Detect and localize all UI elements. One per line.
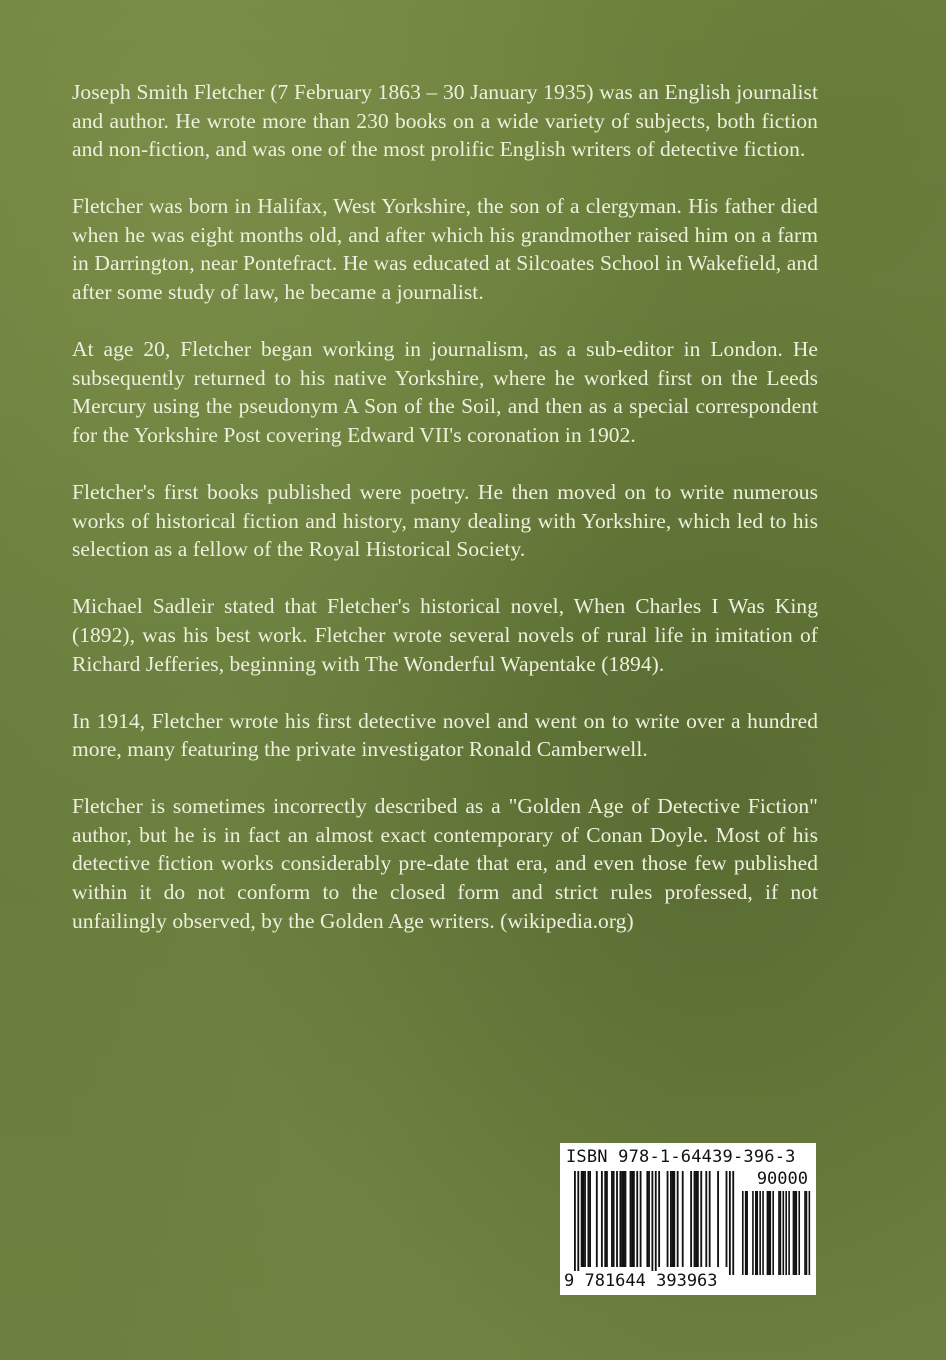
barcode-bar <box>636 1171 638 1267</box>
barcode-addon-bar <box>772 1191 774 1275</box>
barcode-bar <box>631 1171 633 1267</box>
barcode-addon-bar <box>783 1191 785 1275</box>
author-biography <box>72 78 818 964</box>
barcode-addon-bar <box>769 1191 771 1275</box>
barcode-addon-bar <box>768 1191 770 1275</box>
barcode-bar <box>672 1171 674 1267</box>
barcode-bar <box>611 1171 613 1267</box>
barcode-addon-bar <box>806 1191 808 1275</box>
barcode-bar <box>633 1171 635 1267</box>
isbn-barcode <box>560 1143 816 1295</box>
barcode-addon-bar <box>778 1191 780 1275</box>
barcode-addon-bar <box>767 1191 769 1275</box>
barcode-bar <box>682 1171 684 1267</box>
barcode-addon-bar <box>762 1191 764 1275</box>
bio-paragraph: Joseph Smith Fletcher (7 February 1863 – 30 January 1935) was an English journalist and author. He wrote more than 230 books on a wide variety of subjects, both fiction and non-fiction, and was one of the most prolific English writers of detective fiction. <box>72 80 818 162</box>
bio-paragraph: In 1914, Fletcher wrote his first detective novel and went on to write over a hundred more, many featuring the private investigator Ronald Camberwell. <box>72 708 818 762</box>
barcode-addon-bar <box>745 1191 747 1275</box>
barcode-bar <box>589 1171 591 1267</box>
barcode-addon-bar <box>796 1191 798 1275</box>
barcode-addon-bar <box>780 1191 782 1275</box>
barcode-bar <box>646 1171 648 1267</box>
barcode-bar <box>616 1171 618 1267</box>
barcode-bar <box>726 1171 728 1267</box>
bio-paragraph: Fletcher was born in Halifax, West Yorkshire, the son of a clergyman. His father died when he was eight months old, and after which his grandmother raised him on a farm in Darrington, near Pontefract. He was educated at Silcoates School in Wakefield, and after some study of law, he became a journalist. <box>72 194 818 305</box>
barcode-addon-bar <box>756 1191 758 1275</box>
price-code: 90000 <box>756 1169 808 1189</box>
barcode-bar <box>574 1171 576 1275</box>
barcode-bar <box>732 1171 734 1275</box>
barcode-bar <box>640 1171 642 1267</box>
barcode-bar <box>619 1171 621 1267</box>
barcode-bar <box>577 1171 579 1275</box>
barcode-bar <box>606 1171 608 1267</box>
barcode-bar <box>694 1171 696 1267</box>
bio-paragraph: Michael Sadleir stated that Fletcher's historical novel, When Charles I Was King (1892), was his best work. Fletcher wrote several novels of rural life in imitation of Richard Jefferies, beginning with The Wonderful Wapentake (1894). <box>72 594 818 676</box>
barcode-bar <box>587 1171 589 1267</box>
ean-digits: 9 781644 393963 <box>564 1271 718 1291</box>
bio-paragraph: Fletcher is sometimes incorrectly described as a "Golden Age of Detective Fiction" author, but he is in fact an almost exact contemporary of Conan Doyle. Most of his detective fiction works considerably pre-date that era, and even those few published within it do not conform to the closed form and strict rules professed, if not unfailingly observed, by the Golden Age writers. (wikipedia.org) <box>72 794 818 933</box>
barcode-bar <box>700 1171 702 1267</box>
barcode-addon-bar <box>793 1191 795 1275</box>
barcode-bar <box>705 1171 707 1267</box>
barcode-bar <box>658 1171 660 1267</box>
barcode-bar <box>584 1171 586 1267</box>
barcode-addon-bar <box>804 1191 806 1275</box>
bio-paragraph: At age 20, Fletcher began working in journalism, as a sub-editor in London. He subsequently returned to his native Yorkshire, where he worked first on the Leeds Mercury using the pseudonym A Son of the Soil, and then as a special correspondent for the Yorkshire Post covering Edward VII's coronation in 1902. <box>72 337 818 447</box>
barcode-bar <box>648 1171 650 1267</box>
barcode-bar <box>677 1171 679 1267</box>
barcode-bar <box>623 1171 625 1267</box>
barcode-bar <box>630 1171 632 1267</box>
barcode-bar <box>690 1171 692 1267</box>
barcode-addon-bar <box>809 1191 811 1275</box>
isbn-label: ISBN 978-1-64439-396-3 <box>566 1147 796 1167</box>
barcode-bar <box>651 1171 653 1275</box>
barcode-bar <box>581 1171 583 1267</box>
barcode-addon-bar <box>755 1191 757 1275</box>
barcode-bar <box>673 1171 675 1267</box>
barcode-bar <box>697 1171 699 1267</box>
barcode-bar <box>596 1171 598 1267</box>
barcode-bar <box>601 1171 603 1267</box>
barcode-bar <box>670 1171 672 1267</box>
barcode-addon-bar <box>759 1191 761 1275</box>
barcode-bar <box>667 1171 669 1267</box>
barcode-bar <box>709 1171 711 1267</box>
barcode-bar <box>582 1171 584 1267</box>
barcode-addon-bar <box>742 1191 744 1275</box>
barcode-bar <box>729 1171 731 1275</box>
barcode-addon-bar <box>798 1191 800 1275</box>
barcode-addon-bar <box>794 1191 796 1275</box>
barcode-addon-bar <box>752 1191 754 1275</box>
bio-paragraph: Fletcher's first books published were poetry. He then moved on to write numerous works of historical fiction and history, many dealing with Yorkshire, which led to his selection as a fellow of the Royal Historical Society. <box>72 480 818 562</box>
barcode-bar <box>655 1171 657 1275</box>
barcode-bar <box>613 1171 615 1267</box>
barcode-bar <box>695 1171 697 1267</box>
barcode-bar <box>625 1171 627 1267</box>
barcode-bar <box>621 1171 623 1267</box>
barcode-addon-bar <box>788 1191 790 1275</box>
barcode-bar <box>717 1171 719 1267</box>
barcode-bar <box>604 1171 606 1267</box>
barcode-addon-bar <box>746 1191 748 1275</box>
barcode-addon-bar <box>785 1191 787 1275</box>
